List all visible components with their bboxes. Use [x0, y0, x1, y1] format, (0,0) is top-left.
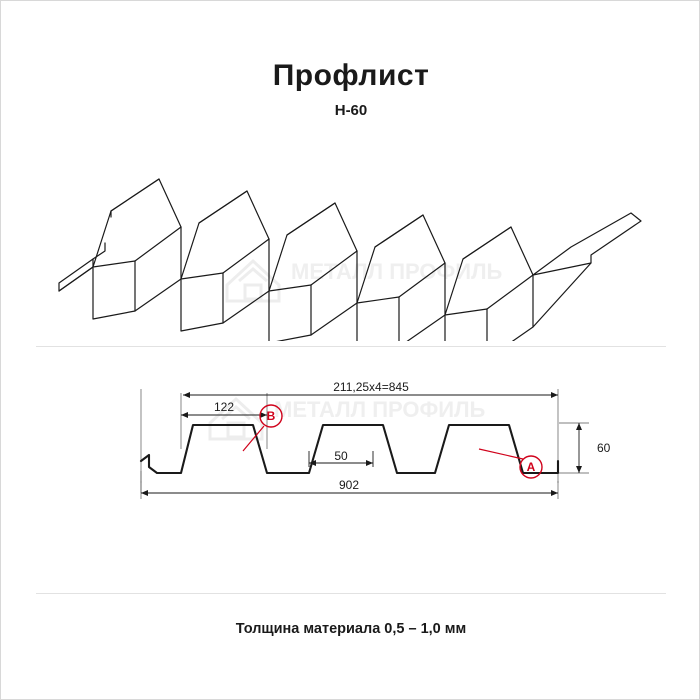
- cross-section-drawing: [31, 363, 671, 588]
- svg-text:A: A: [526, 460, 536, 474]
- dim-total-width-label: 902: [338, 478, 360, 492]
- svg-text:МЕТАЛЛ ПРОФИЛЬ: МЕТАЛЛ ПРОФИЛЬ: [274, 397, 486, 422]
- divider-bottom: [36, 593, 666, 594]
- isometric-profile-view: [31, 151, 671, 341]
- svg-text:B: B: [266, 409, 276, 423]
- dim-rib-pitch-label: 211,25х4=845: [333, 380, 409, 394]
- page-title: Профлист: [272, 59, 430, 92]
- material-thickness-note: Толщина материала 0,5 – 1,0 мм: [235, 621, 467, 637]
- dim-line-height: [576, 423, 582, 473]
- divider-top: [36, 346, 666, 347]
- dim-valley-width-label: 50: [334, 449, 348, 463]
- svg-text:МЕТАЛЛ ПРОФИЛЬ: МЕТАЛЛ ПРОФИЛЬ: [291, 259, 503, 284]
- profile-section-outline: [141, 425, 558, 473]
- dim-height-label: 60: [597, 441, 611, 455]
- dim-flange-width-label: 122: [213, 400, 235, 414]
- marker-b: [243, 405, 282, 451]
- marker-a: [479, 449, 542, 478]
- profile-model-label: Н-60: [334, 102, 368, 119]
